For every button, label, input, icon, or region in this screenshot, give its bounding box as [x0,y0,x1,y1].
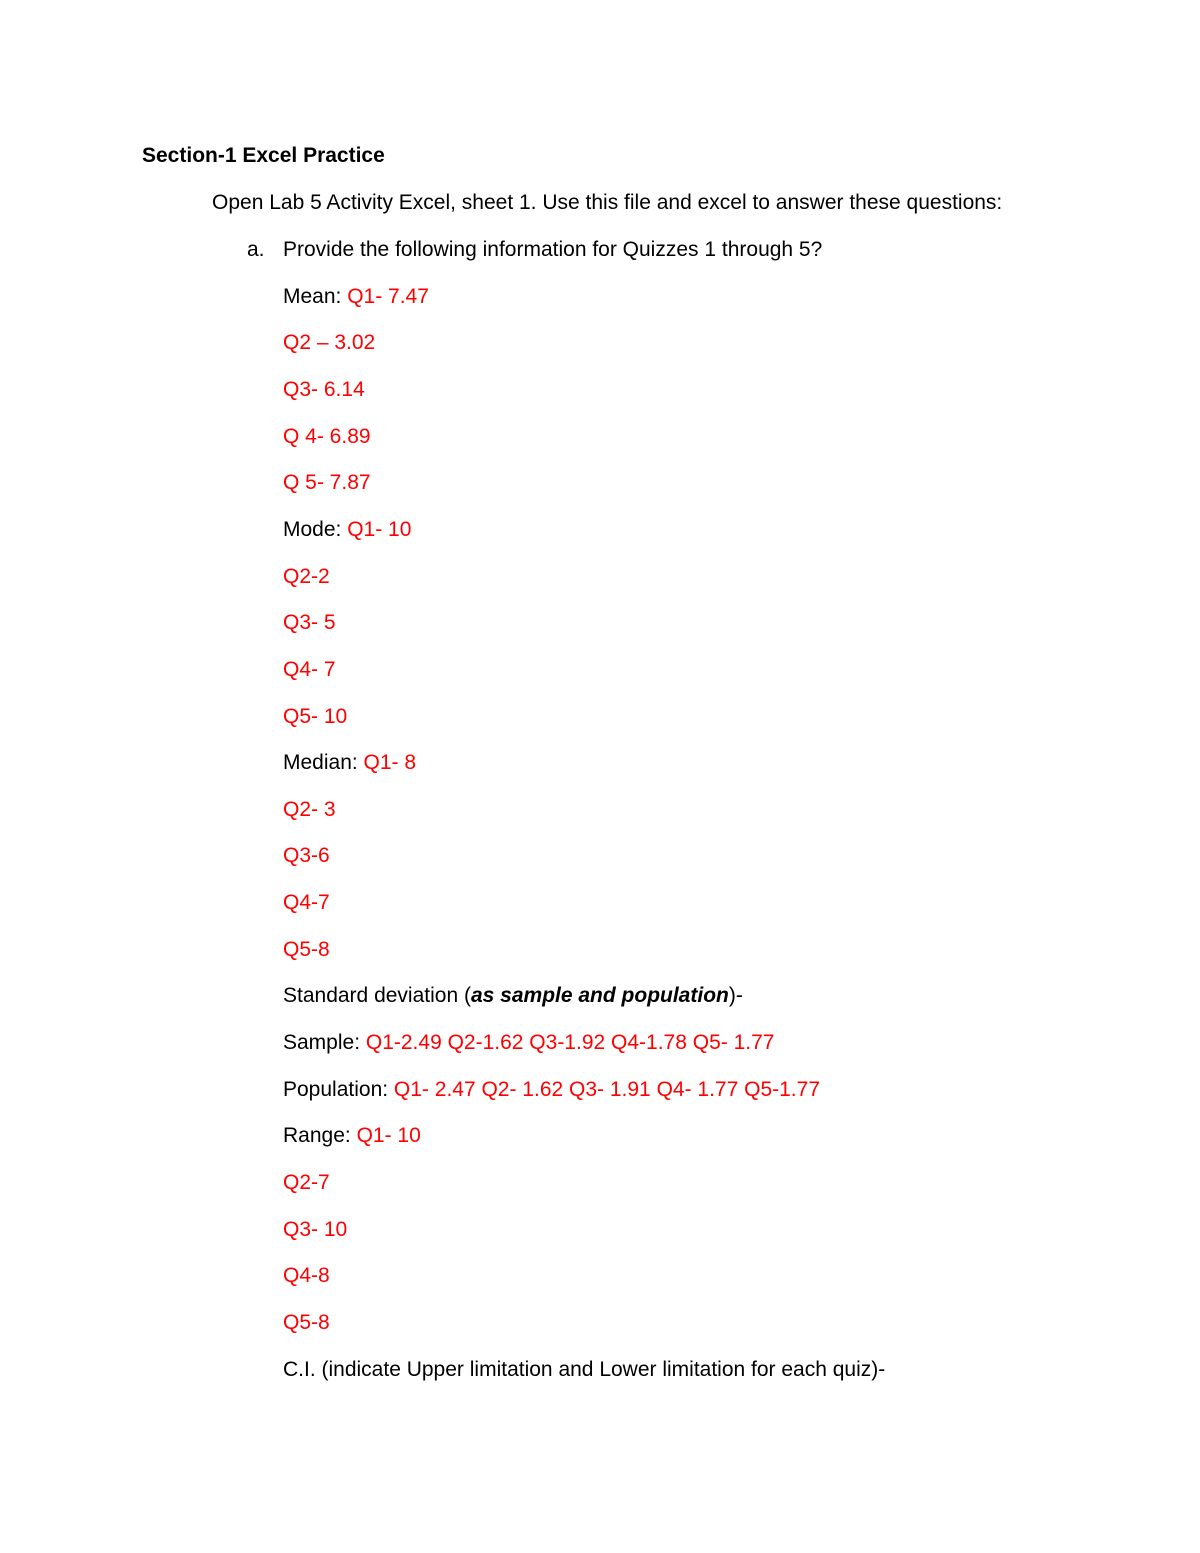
range-q1: Q1- 10 [356,1124,421,1147]
ci-heading: C.I. (indicate Upper limitation and Lower limitation for each quiz)- [283,1358,886,1381]
median-q4: Q4-7 [283,891,330,914]
std-sample-line [283,1030,774,1056]
std-label-end: )- [728,984,743,1007]
range-q4: Q4-8 [283,1264,330,1287]
mode-q1: Q1- 10 [347,518,412,541]
range-q2: Q2-7 [283,1171,330,1194]
std-population-values: Q1- 2.47 Q2- 1.62 Q3- 1.91 Q4- 1.77 Q5-1.77 [393,1078,820,1101]
std-label-emphasis: as sample and population [470,984,729,1007]
mode-q5: Q5- 10 [283,705,348,728]
intro-paragraph: Open Lab 5 Activity Excel, sheet 1. Use this file and excel to answer these questions: [212,191,1003,214]
mean-q1: Q1- 7.47 [347,285,429,308]
std-heading [283,983,743,1009]
mode-q3: Q3- 5 [283,611,336,634]
mode-q2: Q2-2 [283,565,330,588]
median-line [283,750,416,776]
question-text: Provide the following information for Quizzes 1 through 5? [283,238,823,261]
std-label-start: Standard deviation ( [283,984,471,1007]
std-sample-values: Q1-2.49 Q2-1.62 Q3-1.92 Q4-1.78 Q5- 1.77 [365,1031,775,1054]
median-q5: Q5-8 [283,938,330,961]
mean-q3: Q3- 6.14 [283,378,365,401]
mean-q2: Q2 – 3.02 [283,331,376,354]
median-q1: Q1- 8 [363,751,417,774]
mode-line [283,517,411,543]
mode-label: Mode: [283,518,348,541]
std-sample-label: Sample: [283,1031,366,1054]
mean-q5: Q 5- 7.87 [283,471,371,494]
list-marker: a. [247,238,265,261]
median-q2: Q2- 3 [283,798,336,821]
section-heading: Section-1 Excel Practice [142,144,385,167]
std-population-label: Population: [283,1078,394,1101]
median-q3: Q3-6 [283,844,330,867]
mode-q4: Q4- 7 [283,658,336,681]
mean-label: Mean: [283,285,348,308]
mean-q4: Q 4- 6.89 [283,425,371,448]
std-population-line [283,1077,820,1103]
range-q3: Q3- 10 [283,1218,348,1241]
mean-line [283,284,429,310]
median-label: Median: [283,751,364,774]
range-line [283,1123,421,1149]
range-label: Range: [283,1124,357,1147]
range-q5: Q5-8 [283,1311,330,1334]
